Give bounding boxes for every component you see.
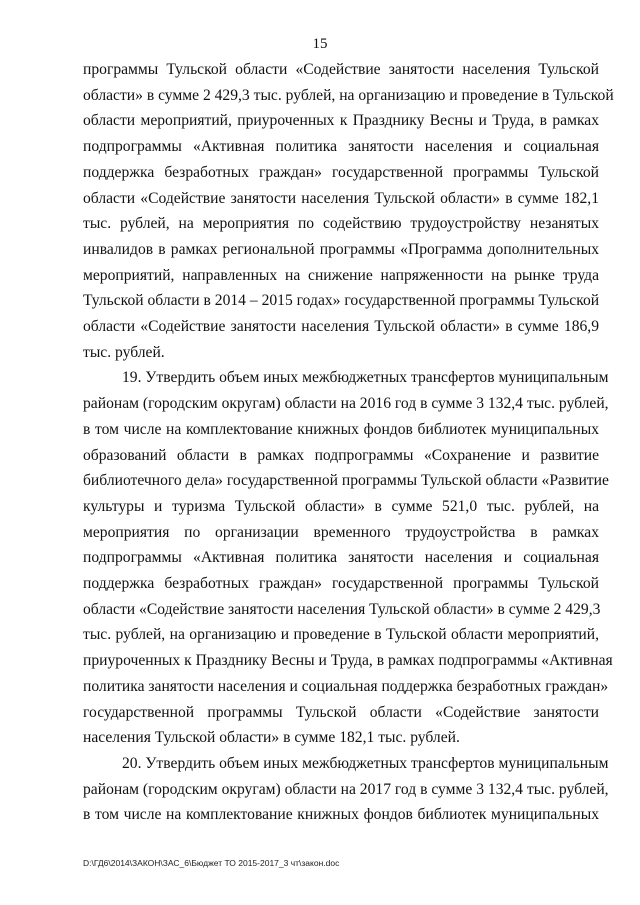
text-line: подпрограммы «Активная политика занятости населения и социальная — [83, 138, 599, 156]
text-line: области «Содействие занятости населения Тульской области» в сумме 182,1 — [83, 189, 599, 207]
text-line: в том числе на комплектование книжных фондов библиотек муниципальных — [83, 806, 599, 824]
text-line: политика занятости населения и социальная поддержка безработных граждан» — [83, 677, 609, 695]
text-line: библиотечного дела» государственной программы Тульской области «Развитие — [83, 472, 609, 490]
text-line: Тульской области в 2014 – 2015 годах» государственной программы Тульской — [83, 292, 600, 310]
text-line: области «Содействие занятости населения Тульской области» в сумме 186,9 — [83, 318, 599, 336]
text-line: инвалидов в рамках региональной программы «Программа дополнительных — [83, 240, 599, 258]
paragraph-continuation — [83, 57, 614, 365]
text-line: области мероприятий, приуроченных к Празднику Весны и Труда, в рамках — [83, 112, 599, 130]
text-line: 20. Утвердить объем иных межбюджетных трансфертов муниципальным — [122, 754, 609, 772]
text-line: мероприятия по организации временного трудоустройства в рамках — [83, 523, 599, 541]
text-line: тыс. рублей, на организацию и проведение в Тульской области мероприятий, — [83, 626, 599, 644]
text-line: области» в сумме 2 429,3 тыс. рублей, на организацию и проведение в Тульской — [83, 86, 614, 104]
page-number: 15 — [312, 36, 328, 52]
text-line: поддержка безработных граждан» государственной программы Тульской — [83, 163, 599, 181]
paragraph-item-20 — [83, 751, 609, 828]
text-line: культуры и туризма Тульской области» в сумме 521,0 тыс. рублей, на — [83, 497, 599, 515]
document-body — [83, 57, 614, 828]
text-line: тыс. рублей. — [83, 343, 165, 361]
text-line: районам (городским округам) области на 2016 год в сумме 3 132,4 тыс. рублей, — [83, 395, 609, 413]
text-line: образований области в рамках подпрограммы «Сохранение и развитие — [83, 446, 599, 464]
text-line: населения Тульской области» в сумме 182,1 тыс. рублей. — [83, 729, 460, 747]
file-path-footer: D:\ГД6\2014\ЗАКОН\ЗАС_6\Бюджет ТО 2015-2017_3 чт\закон.doc — [83, 858, 340, 868]
paragraph-item-19 — [83, 365, 613, 751]
text-line: подпрограммы «Активная политика занятости населения и социальная — [83, 549, 599, 567]
text-line: государственной программы Тульской области «Содействие занятости — [83, 703, 599, 721]
text-line: тыс. рублей, на мероприятия по содействию трудоустройству незанятых — [83, 215, 599, 233]
text-line: мероприятий, направленных на снижение напряженности на рынке труда — [83, 266, 599, 284]
text-line: приуроченных к Празднику Весны и Труда, в рамках подпрограммы «Активная — [83, 652, 613, 670]
text-line: районам (городским округам) области на 2017 год в сумме 3 132,4 тыс. рублей, — [83, 780, 609, 798]
text-line: 19. Утвердить объем иных межбюджетных трансфертов муниципальным — [122, 369, 609, 387]
text-line: в том числе на комплектование книжных фондов библиотек муниципальных — [83, 420, 599, 438]
text-line: программы Тульской области «Содействие занятости населения Тульской — [83, 61, 599, 78]
text-line: области «Содействие занятости населения Тульской области» в сумме 2 429,3 — [83, 600, 601, 618]
text-line: поддержка безработных граждан» государственной программы Тульской — [83, 575, 599, 593]
